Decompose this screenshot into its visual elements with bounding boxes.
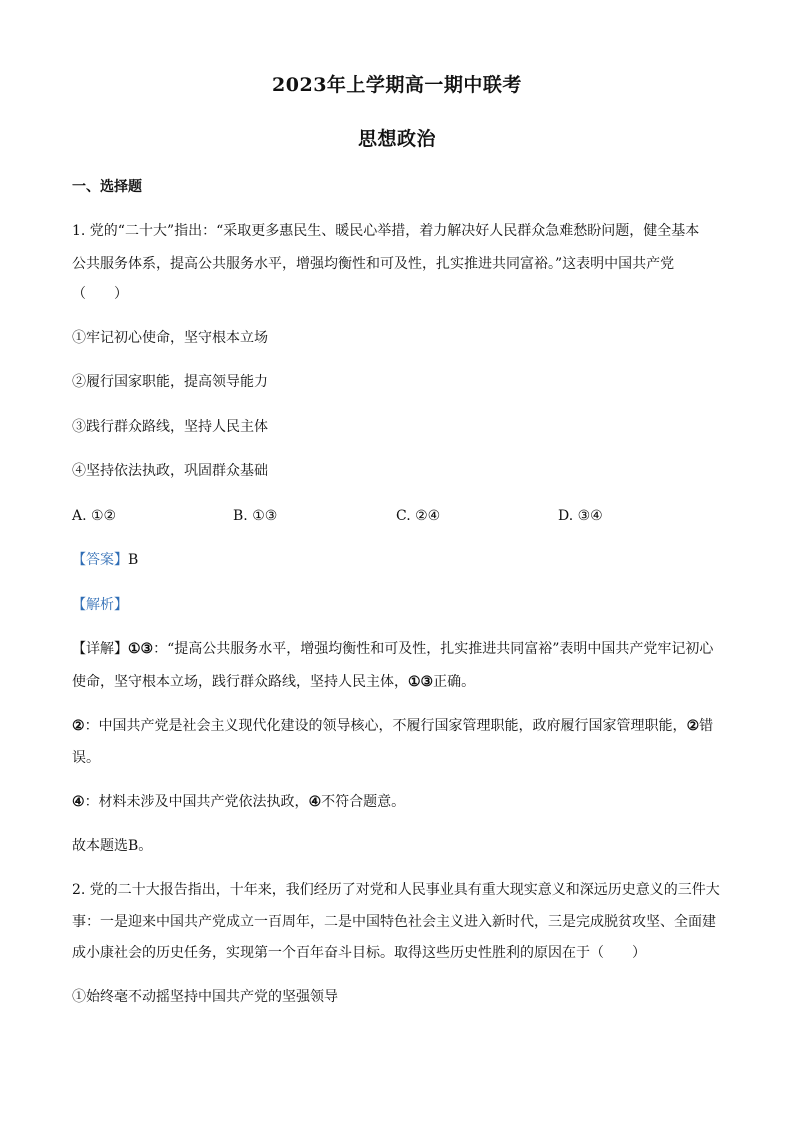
- q1-detail-line-1: [72, 639, 726, 659]
- point-4-mark-inline: ④: [308, 794, 322, 810]
- q1-stem-line-2: 公共服务体系，提高公共服务水平，增强均衡性和可及性，扎实推进共同富裕。”这表明中国共产党: [72, 256, 675, 272]
- detail-text-1: ：“提高公共服务水平，增强均衡性和可及性，扎实推进共同富裕”表明中国共产党牢记初心: [153, 641, 714, 657]
- q1-point-4: [72, 792, 726, 812]
- answer-value: B: [128, 552, 139, 568]
- analysis-tag: 【解析】: [72, 597, 128, 613]
- detail-text-2a: 使命，坚守根本立场，践行群众路线，坚持人民主体，: [72, 674, 408, 690]
- point-2-mark: ②: [72, 718, 85, 734]
- q1-conclusion: 故本题选B。: [72, 838, 153, 854]
- q1-stem-line-3: （ ）: [72, 286, 128, 302]
- q1-point-2-line-2: 误。: [72, 750, 100, 766]
- section-heading: 一、选择题: [72, 179, 142, 195]
- q1-point-2-line-1: [72, 716, 726, 736]
- exam-title: 2023年上学期高一期中联考: [272, 74, 522, 96]
- q1-option-a: A. ①②: [72, 508, 117, 524]
- q2-stem-line-3: 成小康社会的历史任务，实现第一个百年奋斗目标。取得这些历史性胜利的原因在于（ ）: [72, 945, 646, 961]
- point-2-text-b: 错: [699, 718, 714, 734]
- detail-text-2b: 正确。: [433, 674, 476, 690]
- q1-item-4: ④坚持依法执政，巩固群众基础: [72, 463, 268, 479]
- q1-item-2: ②履行国家职能，提高领导能力: [72, 374, 268, 390]
- q2-item-1: ①始终毫不动摇坚持中国共产党的坚强领导: [72, 989, 338, 1005]
- point-2-text-a: ：中国共产党是社会主义现代化建设的领导核心，不履行国家管理职能，政府履行国家管理职能，: [84, 718, 687, 734]
- q1-stem-line-1: 1. 党的“二十大”指出：“采取更多惠民生、暖民心举措，着力解决好人民群众急难愁盼问题，健全基本: [72, 223, 700, 239]
- q1-item-1: ①牢记初心使命，坚守根本立场: [72, 330, 268, 346]
- q1-answer-row: [72, 550, 726, 570]
- point-2-mark-inline: ②: [686, 718, 700, 734]
- q1-detail-line-2: [72, 672, 726, 692]
- detail-mark: ①③: [128, 641, 154, 657]
- detail-tag: 【详解】: [72, 641, 128, 657]
- q1-analysis-row: [72, 595, 726, 615]
- point-4-mark: ④: [72, 794, 85, 810]
- point-4-text-b: 不符合题意。: [321, 794, 406, 810]
- q2-stem-line-2: 事：一是迎来中国共产党成立一百周年，二是中国特色社会主义进入新时代，三是完成脱贫攻坚、全面建: [72, 914, 716, 930]
- point-4-text-a: ：材料未涉及中国共产党依法执政，: [84, 794, 309, 810]
- q1-option-d: D. ③④: [558, 508, 603, 524]
- q1-option-b: B. ①③: [233, 508, 278, 524]
- answer-tag: 【答案】: [72, 552, 128, 568]
- q1-option-c: C. ②④: [396, 508, 441, 524]
- subject-title: 思想政治: [357, 128, 436, 150]
- detail-mark-2: ①③: [408, 674, 434, 690]
- q1-item-3: ③践行群众路线，坚持人民主体: [72, 419, 268, 435]
- q2-stem-line-1: 2. 党的二十大报告指出，十年来，我们经历了对党和人民事业具有重大现实意义和深远历史意义的三件大: [72, 882, 720, 898]
